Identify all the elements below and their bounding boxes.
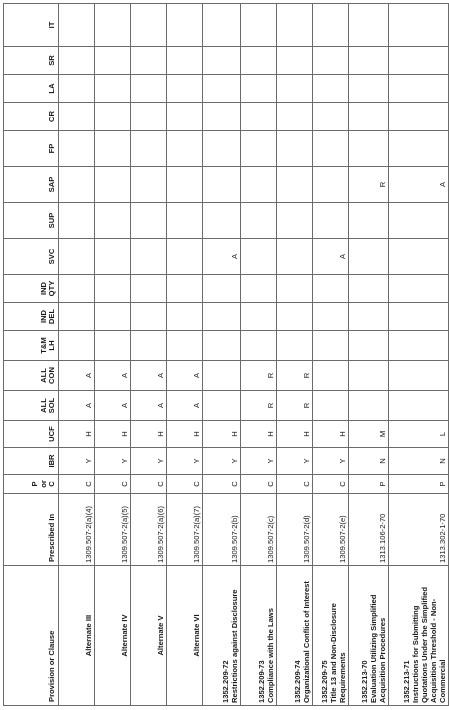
prescribed-in-cell: 1313.302-1-70 [389, 494, 449, 566]
cell-ucf: H [203, 421, 241, 448]
cell-ibr: Y [203, 448, 241, 475]
cell-all-sol [203, 391, 241, 421]
col-header-ind-qty: IND QTY [4, 275, 59, 303]
col-header-ibr: IBR [4, 448, 59, 475]
cell-ind-del [203, 303, 241, 331]
cell-ucf: H [313, 421, 349, 448]
table-row [313, 4, 349, 706]
clause-number: 1352.209-72 [221, 660, 230, 703]
clause-number: 1352.213-71 [402, 660, 411, 703]
cell-ind-qty [167, 275, 203, 303]
cell-cr [389, 103, 449, 131]
cell-tm-lh [313, 331, 349, 361]
prescribed-in-cell: 1309.507-2(e) [313, 494, 349, 566]
cell-cr [313, 103, 349, 131]
cell-p-or-c: C [313, 475, 349, 494]
clause-title: Alternate VI [192, 614, 201, 657]
provision-cell [349, 566, 389, 706]
cell-la [389, 75, 449, 103]
cell-ucf: H [131, 421, 167, 448]
col-header-sup: SUP [4, 203, 59, 239]
cell-sr [241, 47, 277, 75]
cell-p-or-c: P [349, 475, 389, 494]
clause-title: Compliance with the Laws [266, 608, 275, 703]
cell-sup [203, 203, 241, 239]
cell-all-sol: A [95, 391, 131, 421]
cell-svc [349, 239, 389, 275]
cell-cr [167, 103, 203, 131]
cell-sr [95, 47, 131, 75]
cell-sr [313, 47, 349, 75]
cell-it [95, 4, 131, 47]
cell-fp [241, 131, 277, 167]
cell-sup [59, 203, 95, 239]
cell-all-con [203, 361, 241, 391]
cell-all-sol [389, 391, 449, 421]
cell-all-sol: A [167, 391, 203, 421]
table-row [389, 4, 449, 706]
col-header-tm-lh: T&M LH [4, 331, 59, 361]
prescribed-in-cell: 1309.507-2(d) [277, 494, 313, 566]
cell-fp [95, 131, 131, 167]
col-header-all-con: ALL CON [4, 361, 59, 391]
cell-ucf: M [349, 421, 389, 448]
cell-ucf: H [277, 421, 313, 448]
cell-sup [131, 203, 167, 239]
cell-ibr: Y [131, 448, 167, 475]
cell-ind-del [167, 303, 203, 331]
cell-ind-del [95, 303, 131, 331]
cell-ind-qty [95, 275, 131, 303]
cell-sap [313, 167, 349, 203]
cell-svc [277, 239, 313, 275]
cell-p-or-c: C [95, 475, 131, 494]
cell-all-con: R [277, 361, 313, 391]
cell-fp [203, 131, 241, 167]
cell-sr [389, 47, 449, 75]
clause-number: 1352.209-75 [320, 660, 329, 703]
clause-title: Alternate V [156, 615, 165, 656]
cell-cr [349, 103, 389, 131]
cell-ucf: H [241, 421, 277, 448]
col-header-sr: SR [4, 47, 59, 75]
cell-tm-lh [277, 331, 313, 361]
cell-sap: R [349, 167, 389, 203]
cell-sr [59, 47, 95, 75]
cell-p-or-c: C [167, 475, 203, 494]
prescribed-in-cell: 1309.507-2(c) [241, 494, 277, 566]
cell-svc: A [203, 239, 241, 275]
cell-cr [203, 103, 241, 131]
cell-ind-qty [277, 275, 313, 303]
cell-tm-lh [349, 331, 389, 361]
cell-it [203, 4, 241, 47]
cell-it [167, 4, 203, 47]
cell-it [241, 4, 277, 47]
cell-sr [349, 47, 389, 75]
provision-cell [59, 566, 95, 706]
cell-ucf: H [59, 421, 95, 448]
cell-tm-lh [59, 331, 95, 361]
cell-la [203, 75, 241, 103]
cell-cr [95, 103, 131, 131]
table-row [241, 4, 277, 706]
cell-fp [313, 131, 349, 167]
cell-sup [349, 203, 389, 239]
cell-all-sol: R [241, 391, 277, 421]
cell-all-con [389, 361, 449, 391]
provision-cell [203, 566, 241, 706]
cell-svc [95, 239, 131, 275]
cell-svc [131, 239, 167, 275]
prescribed-in-cell: 1309.507-2(a)(4) [59, 494, 95, 566]
cell-tm-lh [203, 331, 241, 361]
col-header-ucf: UCF [4, 421, 59, 448]
cell-it [59, 4, 95, 47]
cell-all-sol: A [131, 391, 167, 421]
cell-ibr: N [389, 448, 449, 475]
cell-fp [349, 131, 389, 167]
cell-p-or-c: C [277, 475, 313, 494]
cell-p-or-c: C [203, 475, 241, 494]
cell-fp [59, 131, 95, 167]
cell-it [349, 4, 389, 47]
cell-la [241, 75, 277, 103]
table-body [59, 4, 449, 706]
cell-all-con [349, 361, 389, 391]
cell-tm-lh [241, 331, 277, 361]
cell-svc [389, 239, 449, 275]
cell-tm-lh [131, 331, 167, 361]
table-row [203, 4, 241, 706]
clause-number: 1352.209-73 [257, 660, 266, 703]
cell-sr [167, 47, 203, 75]
cell-la [95, 75, 131, 103]
cell-p-or-c: C [59, 475, 95, 494]
cell-la [59, 75, 95, 103]
prescribed-in-cell: 1313.106-2-70 [349, 494, 389, 566]
cell-it [277, 4, 313, 47]
table-row [277, 4, 313, 706]
cell-sap [59, 167, 95, 203]
cell-sup [313, 203, 349, 239]
cell-cr [241, 103, 277, 131]
cell-sap [241, 167, 277, 203]
table-row [59, 4, 95, 706]
col-header-p-or-c: P or C [4, 475, 59, 494]
cell-ibr: Y [95, 448, 131, 475]
cell-la [313, 75, 349, 103]
cell-sap [131, 167, 167, 203]
cell-all-sol [349, 391, 389, 421]
clause-number: 1352.209-74 [293, 660, 302, 703]
cell-sup [95, 203, 131, 239]
cell-ibr: N [349, 448, 389, 475]
cell-svc [167, 239, 203, 275]
cell-ibr: Y [59, 448, 95, 475]
cell-all-con: A [131, 361, 167, 391]
col-header-la: LA [4, 75, 59, 103]
cell-ucf: H [95, 421, 131, 448]
header-row [4, 4, 59, 706]
col-header-svc: SVC [4, 239, 59, 275]
cell-la [167, 75, 203, 103]
cell-ibr: Y [241, 448, 277, 475]
col-header-cr: CR [4, 103, 59, 131]
cell-tm-lh [389, 331, 449, 361]
prescribed-in-cell: 1309.507-2(a)(6) [131, 494, 167, 566]
cell-sup [241, 203, 277, 239]
cell-ind-del [349, 303, 389, 331]
cell-ibr: Y [277, 448, 313, 475]
cell-sup [389, 203, 449, 239]
table-row [167, 4, 203, 706]
cell-ibr: Y [167, 448, 203, 475]
cell-ind-qty [313, 275, 349, 303]
cell-svc [59, 239, 95, 275]
cell-svc [241, 239, 277, 275]
cell-it [389, 4, 449, 47]
cell-all-con: A [95, 361, 131, 391]
clause-title: Instructions for Submitting Quotations Under the Simplified Acquisition Threshold - Non-Commercial [411, 586, 447, 703]
cell-sr [277, 47, 313, 75]
cell-ind-del [277, 303, 313, 331]
cell-ucf: H [167, 421, 203, 448]
cell-ind-qty [203, 275, 241, 303]
provision-cell [95, 566, 131, 706]
provision-cell [241, 566, 277, 706]
col-header-ind-del: IND DEL [4, 303, 59, 331]
cell-ind-del [389, 303, 449, 331]
cell-sap [203, 167, 241, 203]
cell-ind-del [241, 303, 277, 331]
cell-sap [277, 167, 313, 203]
col-header-all-sol: ALL SOL [4, 391, 59, 421]
cell-tm-lh [95, 331, 131, 361]
cell-ibr: Y [313, 448, 349, 475]
cell-p-or-c: C [131, 475, 167, 494]
cell-all-con: A [167, 361, 203, 391]
col-header-fp: FP [4, 131, 59, 167]
cell-fp [389, 131, 449, 167]
provision-cell [277, 566, 313, 706]
cell-ind-del [131, 303, 167, 331]
cell-cr [131, 103, 167, 131]
cell-la [131, 75, 167, 103]
cell-ind-qty [389, 275, 449, 303]
cell-sup [277, 203, 313, 239]
cell-all-sol: R [277, 391, 313, 421]
cell-cr [59, 103, 95, 131]
cell-sap [95, 167, 131, 203]
cell-all-con: R [241, 361, 277, 391]
cell-ucf: L [389, 421, 449, 448]
cell-sr [203, 47, 241, 75]
prescribed-in-cell: 1309.507-2(a)(5) [95, 494, 131, 566]
clause-title: Title 13 and Non-Disclosure Requirements [329, 603, 347, 703]
provision-clause-matrix [3, 3, 449, 706]
col-header-provision: Provision or Clause [4, 566, 59, 706]
clause-title: Restrictions against Disclosure [230, 589, 239, 703]
cell-svc: A [313, 239, 349, 275]
table-row [349, 4, 389, 706]
cell-ind-qty [131, 275, 167, 303]
table-row [131, 4, 167, 706]
cell-tm-lh [167, 331, 203, 361]
provision-cell [131, 566, 167, 706]
cell-ind-qty [59, 275, 95, 303]
col-header-it: IT [4, 4, 59, 47]
provision-cell [313, 566, 349, 706]
cell-it [131, 4, 167, 47]
cell-p-or-c: P [389, 475, 449, 494]
cell-ind-del [59, 303, 95, 331]
col-header-prescribed: Prescribed In [4, 494, 59, 566]
table-row [95, 4, 131, 706]
cell-sap [167, 167, 203, 203]
clause-number: 1352.213-70 [360, 660, 369, 703]
provision-cell [389, 566, 449, 706]
clause-title: Evaluation Utilizing Simplified Acquisition Procedures [369, 594, 387, 703]
cell-ind-del [313, 303, 349, 331]
cell-all-sol: A [59, 391, 95, 421]
cell-fp [167, 131, 203, 167]
cell-sap: A [389, 167, 449, 203]
cell-all-con: A [59, 361, 95, 391]
cell-sr [131, 47, 167, 75]
col-header-sap: SAP [4, 167, 59, 203]
cell-ind-qty [349, 275, 389, 303]
cell-p-or-c: C [241, 475, 277, 494]
provision-cell [167, 566, 203, 706]
cell-it [313, 4, 349, 47]
clause-title: Alternate III [84, 614, 93, 657]
cell-fp [131, 131, 167, 167]
cell-ind-qty [241, 275, 277, 303]
cell-all-sol [313, 391, 349, 421]
clause-title: Organizational Conflict of Interest [302, 581, 311, 703]
cell-fp [277, 131, 313, 167]
prescribed-in-cell: 1309.507-2(a)(7) [167, 494, 203, 566]
cell-all-con [313, 361, 349, 391]
prescribed-in-cell: 1309.507-2(b) [203, 494, 241, 566]
cell-sup [167, 203, 203, 239]
clause-title: Alternate IV [120, 614, 129, 657]
cell-la [349, 75, 389, 103]
cell-la [277, 75, 313, 103]
cell-cr [277, 103, 313, 131]
